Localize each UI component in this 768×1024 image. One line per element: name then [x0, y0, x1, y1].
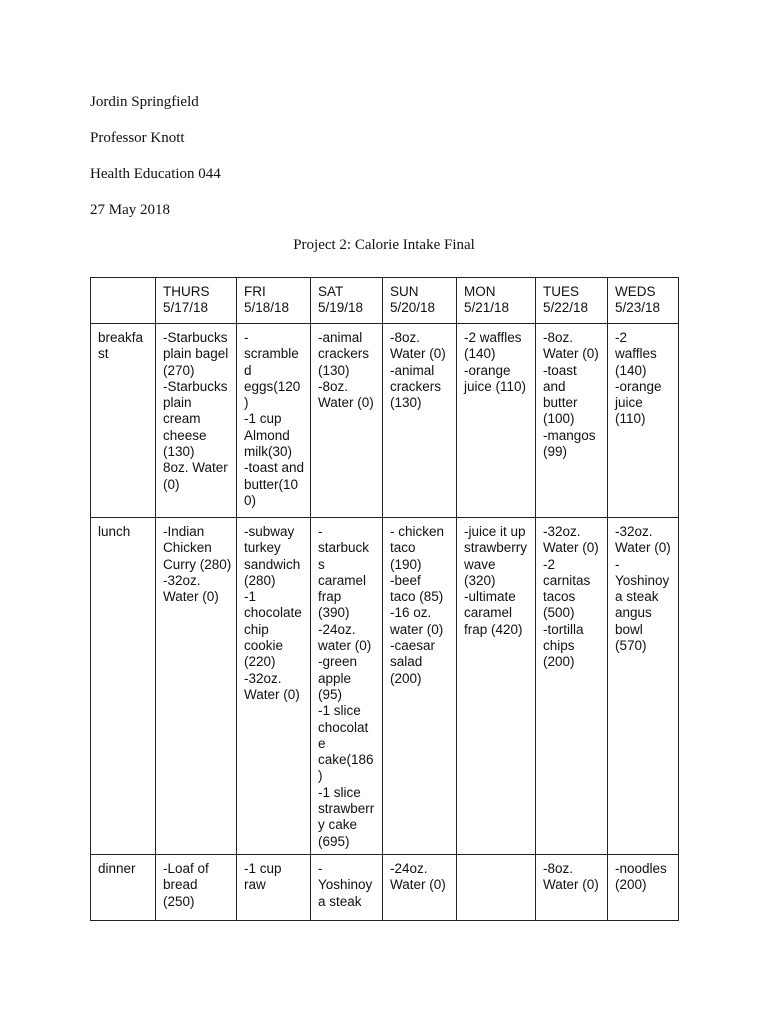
course-name: Health Education 044 [90, 166, 221, 182]
day-header-weds: WEDS 5/23/18 [608, 278, 679, 324]
professor-name: Professor Knott [90, 130, 185, 146]
table-cell [457, 854, 536, 920]
table-cell: - Yoshinoy a steak [311, 854, 383, 920]
table-cell: -8oz. Water (0) [536, 854, 608, 920]
table-cell: -subway turkey sandwich (280) -1 chocolate chip cookie (220) -32oz. Water (0) [237, 518, 311, 855]
table-cell: -24oz. Water (0) [383, 854, 457, 920]
table-row-dinner [91, 854, 679, 920]
table-cell: -noodles (200) [608, 854, 679, 920]
table-cell: - scramble d eggs(120 ) -1 cup Almond milk(30) -toast and butter(10 0) [237, 324, 311, 518]
table-cell: -2 waffles (140) -orange juice (110) [457, 324, 536, 518]
row-label-breakfast: breakfa st [91, 324, 156, 518]
table-header-row [91, 278, 679, 324]
day-header-sat: SAT 5/19/18 [311, 278, 383, 324]
table-cell: -animal crackers (130) -8oz. Water (0) [311, 324, 383, 518]
table-cell: -Indian Chicken Curry (280) -32oz. Water (0) [156, 518, 237, 855]
day-header-fri: FRI 5/18/18 [237, 278, 311, 324]
row-label-dinner: dinner [91, 854, 156, 920]
day-header-thurs: THURS 5/17/18 [156, 278, 237, 324]
row-label-lunch: lunch [91, 518, 156, 855]
table-row-lunch [91, 518, 679, 855]
table-cell: -2 waffles (140) -orange juice (110) [608, 324, 679, 518]
day-header-sun: SUN 5/20/18 [383, 278, 457, 324]
table-cell: -32oz. Water (0) -2 carnitas tacos (500) -tortilla chips (200) [536, 518, 608, 855]
table-cell: - chicken taco (190) -beef taco (85) -16 oz. water (0) -caesar salad (200) [383, 518, 457, 855]
table-cell: -Starbucks plain bagel (270) -Starbucks plain cream cheese (130) 8oz. Water (0) [156, 324, 237, 518]
day-header-tues: TUES 5/22/18 [536, 278, 608, 324]
document-title: Project 2: Calorie Intake Final [293, 237, 475, 253]
document-date: 27 May 2018 [90, 202, 170, 218]
table-cell: -8oz. Water (0) -animal crackers (130) [383, 324, 457, 518]
day-header-mon: MON 5/21/18 [457, 278, 536, 324]
corner-cell [91, 278, 156, 324]
calorie-table [90, 277, 679, 921]
table-cell: -32oz. Water (0) - Yoshinoy a steak angus bowl (570) [608, 518, 679, 855]
table-cell: -Loaf of bread (250) [156, 854, 237, 920]
table-cell: -juice it up strawberry wave (320) -ultimate caramel frap (420) [457, 518, 536, 855]
table-cell: -8oz. Water (0) -toast and butter (100) -mangos (99) [536, 324, 608, 518]
table-cell: -1 cup raw [237, 854, 311, 920]
table-row-breakfast [91, 324, 679, 518]
student-name: Jordin Springfield [90, 94, 199, 110]
table-cell: - starbuck s caramel frap (390) -24oz. water (0) -green apple (95) -1 slice chocolat e cake(186 ) -1 slice strawberr y cake (695) [311, 518, 383, 855]
